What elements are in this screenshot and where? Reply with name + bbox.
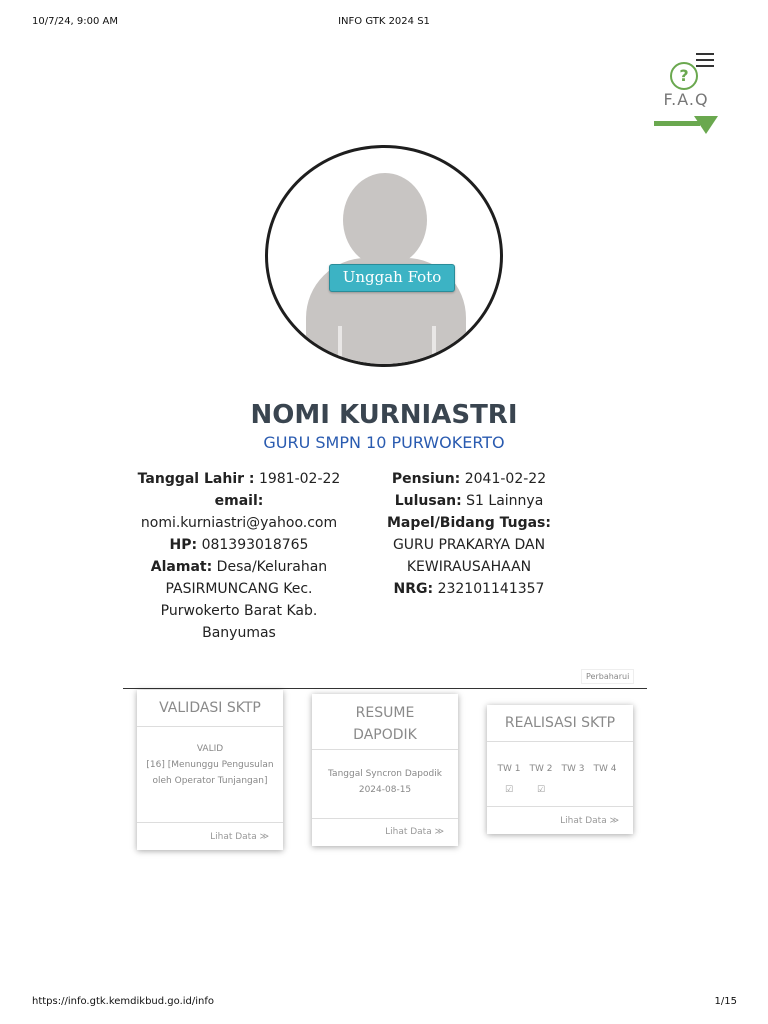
birthdate-label: Tanggal Lahir : (137, 471, 255, 487)
resume-view-link[interactable]: Lihat Data ≫ (312, 818, 458, 845)
sync-label: Tanggal Syncron Dapodik (328, 769, 442, 779)
education-value: S1 Lainnya (466, 493, 544, 509)
education-line (376, 490, 562, 512)
tw-2-label: TW 2 (529, 764, 553, 774)
faq-ribbon-icon (654, 116, 718, 136)
sync-date: 2024-08-15 (358, 785, 412, 795)
nrg-line (376, 578, 562, 600)
print-url: https://info.gtk.kemdikbud.go.id/info (32, 996, 215, 1007)
divider (123, 688, 647, 689)
retirement-value: 2041-02-22 (464, 471, 547, 487)
profile-photo (265, 145, 503, 367)
validasi-title: VALIDASI SKTP (137, 690, 283, 727)
phone-value: 081393018765 (201, 537, 309, 553)
print-header (0, 16, 768, 30)
phone-line (132, 534, 346, 556)
resume-title: RESUME DAPODIK (312, 694, 458, 750)
nrg-value: 232101141357 (437, 581, 545, 597)
tw-3-label: TW 3 (561, 764, 585, 774)
tw-row (487, 742, 633, 775)
teacher-name: NOMI KURNIASTRI (250, 400, 518, 430)
retirement-line (376, 468, 562, 490)
address-value: Desa/Kelurahan PASIRMUNCANG Kec. Purwokerto Barat Kab. Banyumas (160, 559, 328, 641)
faq-label: F.A.Q (663, 90, 709, 109)
realisasi-title: REALISASI SKTP (487, 705, 633, 742)
checkbox-icon: ☑ (536, 785, 546, 795)
retirement-label: Pensiun: (391, 471, 461, 487)
address-label: Alamat: (150, 559, 213, 575)
nrg-label: NRG: (393, 581, 434, 597)
avatar-arm-line (338, 326, 342, 367)
page-number: 1/15 (714, 996, 737, 1007)
validasi-status: VALID (196, 744, 224, 754)
avatar-head-shape (343, 173, 427, 267)
realisasi-view-link[interactable]: Lihat Data ≫ (487, 806, 633, 835)
phone-label: HP: (169, 537, 198, 553)
resume-dapodik-card (312, 694, 458, 846)
email-value: nomi.kurniastri@yahoo.com (140, 515, 338, 531)
education-label: Lulusan: (394, 493, 462, 509)
birthdate-line (132, 468, 346, 490)
birthdate-value: 1981-02-22 (258, 471, 341, 487)
print-datetime: 10/7/24, 9:00 AM (32, 16, 119, 27)
email-label: email: (214, 493, 264, 509)
address-line (132, 556, 346, 644)
info-right-column (376, 468, 562, 600)
faq-button[interactable] (654, 60, 718, 136)
validasi-note: [16] [Menunggu Pengusulan oleh Operator Tunjangan] (146, 760, 274, 786)
realisasi-sktp-card (487, 705, 633, 834)
validasi-body (137, 727, 283, 789)
resume-body (312, 750, 458, 798)
tw-check-row (487, 775, 633, 796)
tw-1-label: TW 1 (497, 764, 521, 774)
checkbox-icon: ☑ (504, 785, 514, 795)
refresh-button[interactable]: Perbaharui (581, 669, 634, 684)
teacher-role: GURU SMPN 10 PURWOKERTO (263, 433, 505, 452)
info-left-column (132, 468, 346, 644)
subject-value: GURU PRAKARYA DAN KEWIRAUSAHAAN (392, 537, 546, 575)
validasi-sktp-card (137, 690, 283, 850)
subject-label: Mapel/Bidang Tugas: (387, 515, 551, 531)
question-icon: ? (670, 62, 698, 90)
upload-photo-button[interactable]: Unggah Foto (329, 264, 455, 292)
print-title: INFO GTK 2024 S1 (338, 16, 430, 27)
avatar-arm-line (432, 326, 436, 367)
validasi-view-link[interactable]: Lihat Data ≫ (137, 822, 283, 851)
tw-4-label: TW 4 (593, 764, 617, 774)
